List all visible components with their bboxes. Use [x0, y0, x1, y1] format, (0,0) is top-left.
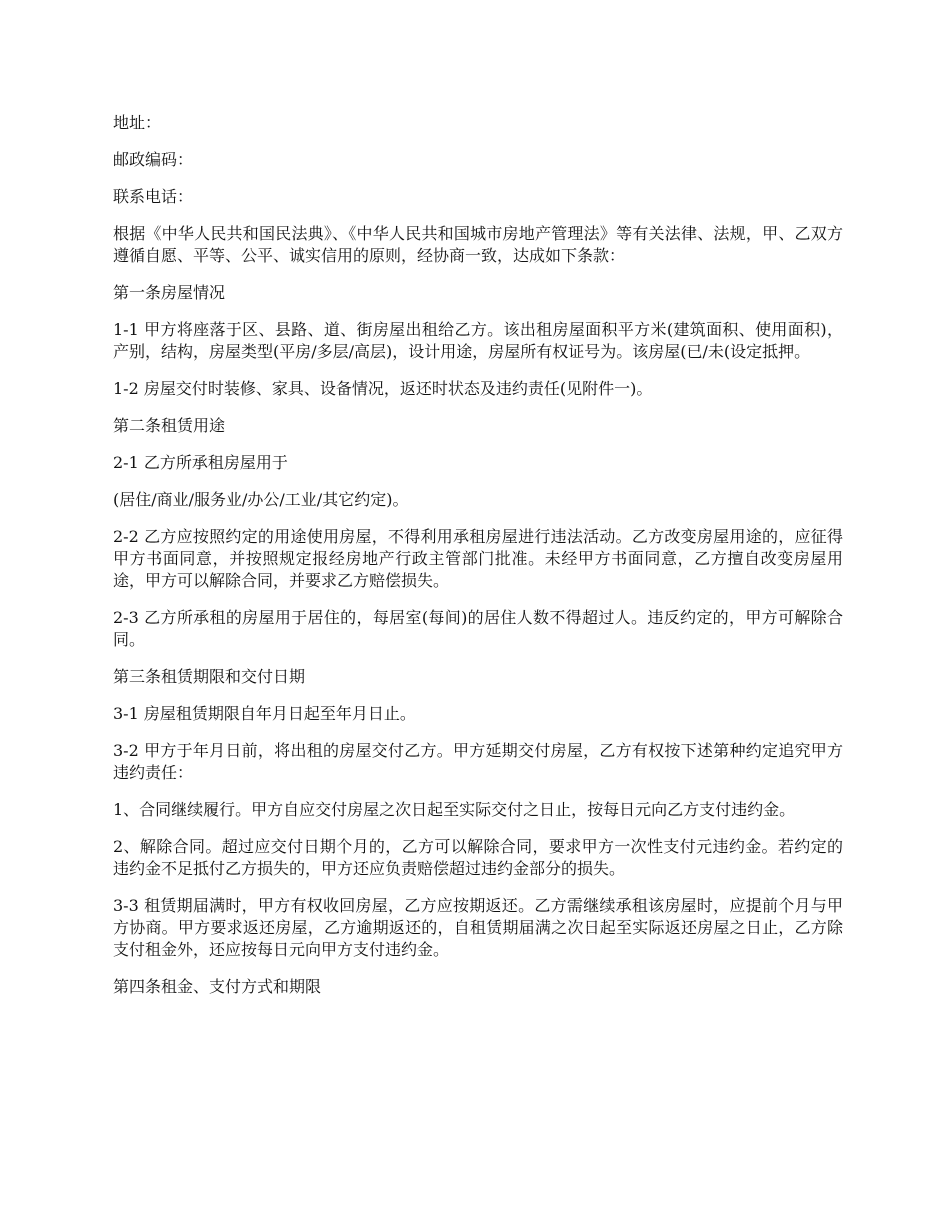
clause-3-3: 3-3 租赁期届满时，甲方有权收回房屋，乙方应按期返还。乙方需继续承租该房屋时，应提前个月与甲方协商。甲方要求返还房屋，乙方逾期返还的，自租赁期届满之次日起至实际返还房屋之日止，乙方除支付租金外，还应按每日元向甲方支付违约金。 [113, 896, 843, 959]
section-heading-3: 第三条租赁期限和交付日期 [113, 667, 306, 686]
clause-2-1: 2-1 乙方所承租房屋用于 [113, 453, 288, 472]
section-heading-4: 第四条租金、支付方式和期限 [113, 977, 322, 996]
clause-3-2: 3-2 甲方于年月日前，将出租的房屋交付乙方。甲方延期交付房屋，乙方有权按下述第种约定追究甲方违约责任： [113, 741, 843, 782]
address-label: 地址： [113, 113, 162, 132]
clause-3-1: 3-1 房屋租赁期限自年月日起至年月日止。 [113, 704, 416, 723]
section-heading-1: 第一条房屋情况 [113, 283, 226, 302]
preamble-paragraph: 根据《中华人民共和国民法典》、《中华人民共和国城市房地产管理法》等有关法律、法规，甲、乙双方遵循自愿、平等、公平、诚实信用的原则，经协商一致，达成如下条款： [113, 224, 843, 265]
clause-3-2-option-2: 2、解除合同。超过应交付日期个月的，乙方可以解除合同，要求甲方一次性支付元违约金。若约定的违约金不足抵付乙方损失的，甲方还应负责赔偿超过违约金部分的损失。 [113, 837, 843, 878]
phone-label: 联系电话： [113, 187, 194, 206]
section-heading-2: 第二条租赁用途 [113, 416, 226, 435]
clause-3-2-option-1: 1、合同继续履行。甲方自应交付房屋之次日起至实际交付之日止，按每日元向乙方支付违约金。 [113, 800, 796, 819]
clause-1-2: 1-2 房屋交付时装修、家具、设备情况，返还时状态及违约责任(见附件一)。 [113, 379, 653, 398]
clause-2-2: 2-2 乙方应按照约定的用途使用房屋，不得利用承租房屋进行违法活动。乙方改变房屋用途的，应征得甲方书面同意，并按照规定报经房地产行政主管部门批准。未经甲方书面同意，乙方擅自改变房屋用途，甲方可以解除合同，并要求乙方赔偿损失。 [113, 527, 843, 590]
clause-2-3: 2-3 乙方所承租的房屋用于居住的，每居室(每间)的居住人数不得超过人。违反约定的，甲方可解除合同。 [113, 608, 843, 649]
document-body [113, 112, 843, 1013]
clause-1-1: 1-1 甲方将座落于区、县路、道、街房屋出租给乙方。该出租房屋面积平方米(建筑面积、使用面积)，产别，结构，房屋类型(平房/多层/高层)，设计用途，房屋所有权证号为。该房屋(已/未(设定抵押。 [113, 320, 843, 361]
postal-code-label: 邮政编码： [113, 150, 194, 169]
clause-2-1-options: (居住/商业/服务业/办公/工业/其它约定)。 [113, 490, 409, 509]
